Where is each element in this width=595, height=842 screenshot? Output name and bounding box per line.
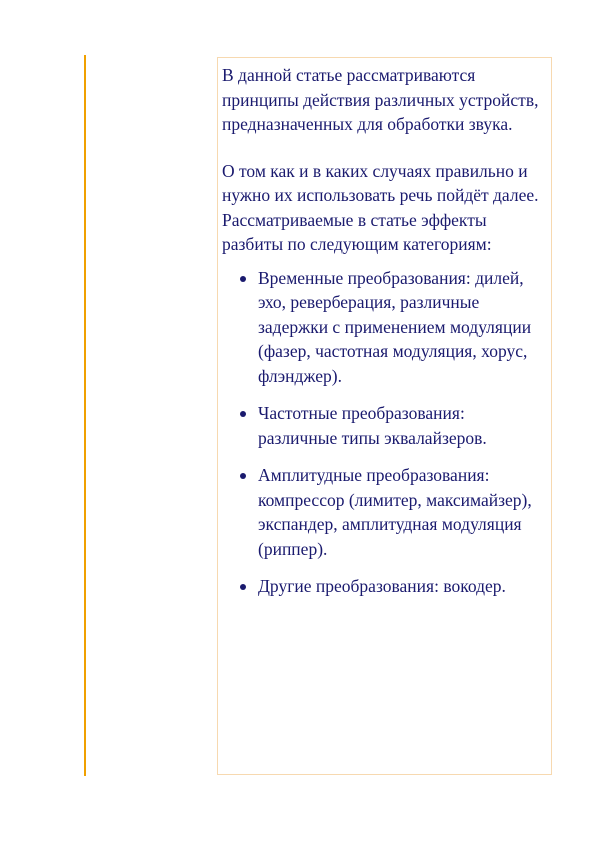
list-item-text: Другие преобразования: вокодер. [258, 576, 506, 596]
intro-paragraph-1: В данной статье рассматриваются принципы действия различных устройств, предназначенных для обработки звука. [222, 65, 539, 134]
list-item-text: Амплитудные преобразования: компрессор (лимитер, максимайзер), экспандер, амплитудная модуляция (риппер). [258, 465, 532, 559]
bullet-icon [240, 411, 246, 417]
article-intro [222, 63, 547, 612]
left-accent-rule [84, 55, 86, 776]
bullet-icon [240, 584, 246, 590]
intro-paragraph-3: Рассматриваемые в статье эффекты разбиты по следующим категориям: [222, 209, 492, 254]
list-item [222, 574, 547, 599]
intro-paragraph-2: О том как и в каких случаях правильно и нужно их использовать речь пойдёт далее. [222, 160, 539, 205]
category-list [222, 266, 547, 599]
list-item-text: Частотные преобразования: различные типы эквалайзеров. [258, 403, 487, 448]
list-item [222, 266, 547, 389]
bullet-icon [240, 473, 246, 479]
list-item [222, 401, 547, 450]
list-item-text: Временные преобразования: дилей, эхо, реверберация, различные задержки с применением модуляции (фазер, частотная модуляция, хорус, флэнджер). [258, 267, 532, 386]
paragraph-spacer [222, 137, 547, 159]
list-item [222, 463, 547, 561]
bullet-icon [240, 276, 246, 282]
